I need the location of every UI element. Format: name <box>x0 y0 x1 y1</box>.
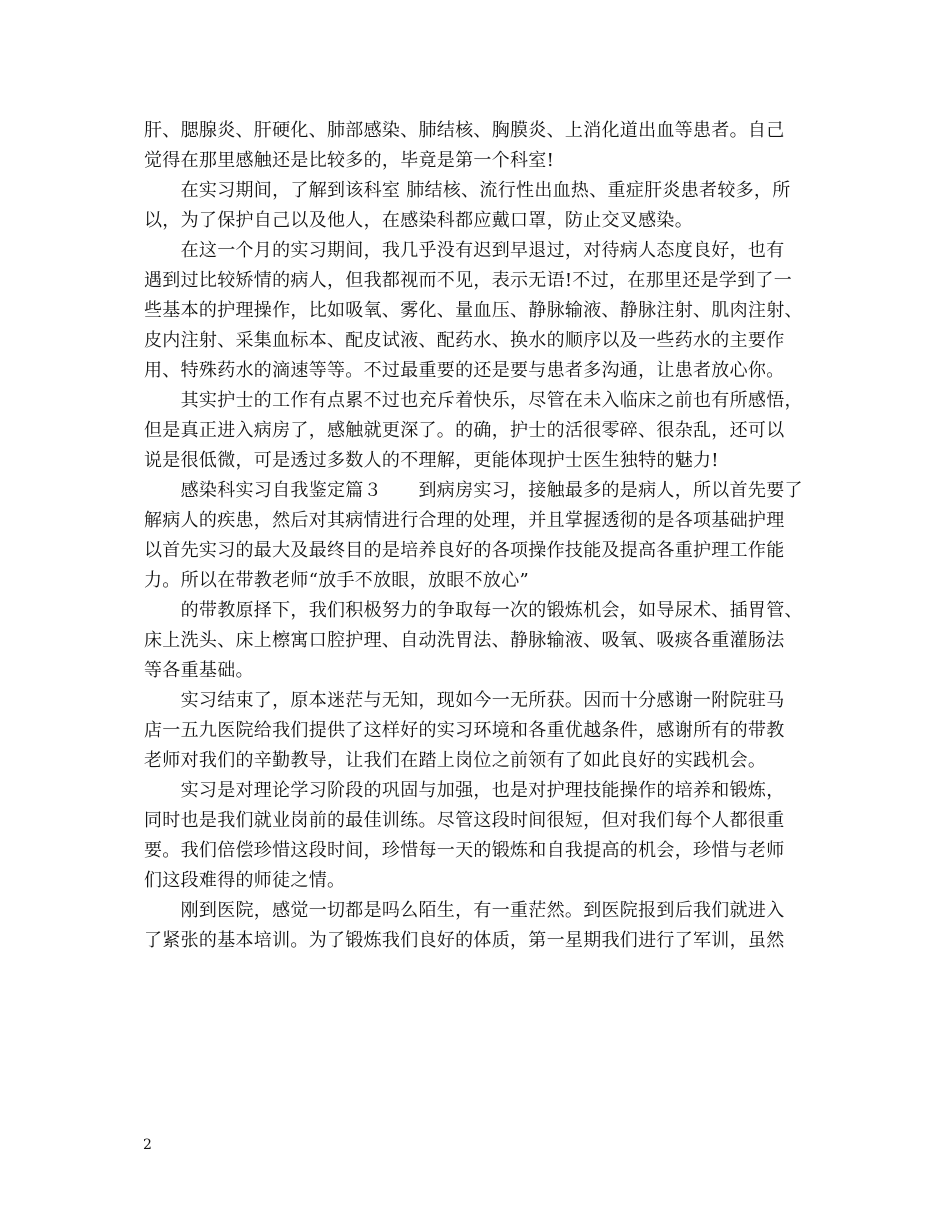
text-line: 在这一个月的实习期间，我几乎没有迟到早退过，对待病人态度良好，也有 <box>144 240 785 261</box>
text-line: 同时也是我们就业岗前的最佳训练。尽管这段时间很短，但对我们每个人都很重 <box>144 810 785 831</box>
text-line: 实习是对理论学习阶段的巩固与加强，也是对护理技能操作的培养和锻炼， <box>144 780 785 801</box>
text-line: 以，为了保护自己以及他人，在感染科都应戴口罩，防止交叉感染。 <box>144 210 693 231</box>
text-line: 解病人的疾患，然后对其病情进行合理的处理，并且掌握透彻的是各项基础护理 <box>144 510 785 531</box>
text-line: 力。所以在带教老师“放手不放眼，放眼不放心” <box>144 570 530 591</box>
text-line: 老师对我们的辛勤教导，让我们在踏上岗位之前领有了如此良好的实践机会。 <box>144 750 767 771</box>
body-text <box>144 116 824 956</box>
text-line: 们这段难得的师徒之情。 <box>144 870 346 891</box>
text-line: 等各重基础。 <box>144 660 254 681</box>
text-line: 皮内注射、采集血标本、配皮试液、配药水、换水的顺序以及一些药水的主要作 <box>144 330 785 351</box>
text-line: 用、特殊药水的滴速等等。不过最重要的还是要与患者多沟通，让患者放心你。 <box>144 360 785 381</box>
text-line: 感染科实习自我鉴定篇３ 到病房实习，接触最多的是病人，所以首先要了 <box>144 480 803 501</box>
text-line: 说是很低微，可是透过多数人的不理解，更能体现护士医生独特的魅力! <box>144 450 719 471</box>
text-line: 刚到医院，感觉一切都是吗么陌生，有一重茫然。到医院报到后我们就进入 <box>144 900 785 921</box>
text-line: 肝、腮腺炎、肝硬化、肺部感染、肺结核、胸膜炎、上消化道出血等患者。自己 <box>144 120 785 141</box>
text-line: 在实习期间，了解到该科室 肺结核、流行性出血热、重症肝炎患者较多，所 <box>144 180 791 201</box>
text-line: 其实护士的工作有点累不过也充斥着快乐，尽管在未入临床之前也有所感悟， <box>144 390 803 411</box>
page-number: 2 <box>143 1137 152 1153</box>
text-line: 些基本的护理操作，比如吸氧、雾化、量血压、静脉输液、静脉注射、肌肉注射、 <box>144 300 803 321</box>
text-line: 店一五九医院给我们提供了这样好的实习环境和各重优越条件，感谢所有的带教 <box>144 720 785 741</box>
text-line: 要。我们倍偿珍惜这段时间，珍惜每一天的锻炼和自我提高的机会，珍惜与老师 <box>144 840 785 861</box>
text-line: 床上洗头、床上檫寓口腔护理、自动洗胃法、静脉输液、吸氧、吸痰各重灌肠法 <box>144 630 785 651</box>
text-line: 觉得在那里感触还是比较多的，毕竟是第一个科室! <box>144 150 555 171</box>
text-line: 但是真正进入病房了，感触就更深了。的确，护士的活很零碎、很杂乱，还可以 <box>144 420 785 441</box>
text-line: 实习结束了，原本迷茫与无知，现如今一无所获。因而十分感谢一附院驻马 <box>144 690 785 711</box>
text-line: 的带教原择下，我们积极努力的争取每一次的锻炼机会，如导尿术、插胃管、 <box>144 600 803 621</box>
text-line: 了紧张的基本培训。为了锻炼我们良好的体质，第一星期我们进行了军训，虽然 <box>144 930 785 951</box>
text-line: 以首先实习的最大及最终目的是培养良好的各项操作技能及提高各重护理工作能 <box>144 540 785 561</box>
text-line: 遇到过比较矫情的病人，但我都视而不见，表示无语!不过，在那里还是学到了一 <box>144 270 793 291</box>
